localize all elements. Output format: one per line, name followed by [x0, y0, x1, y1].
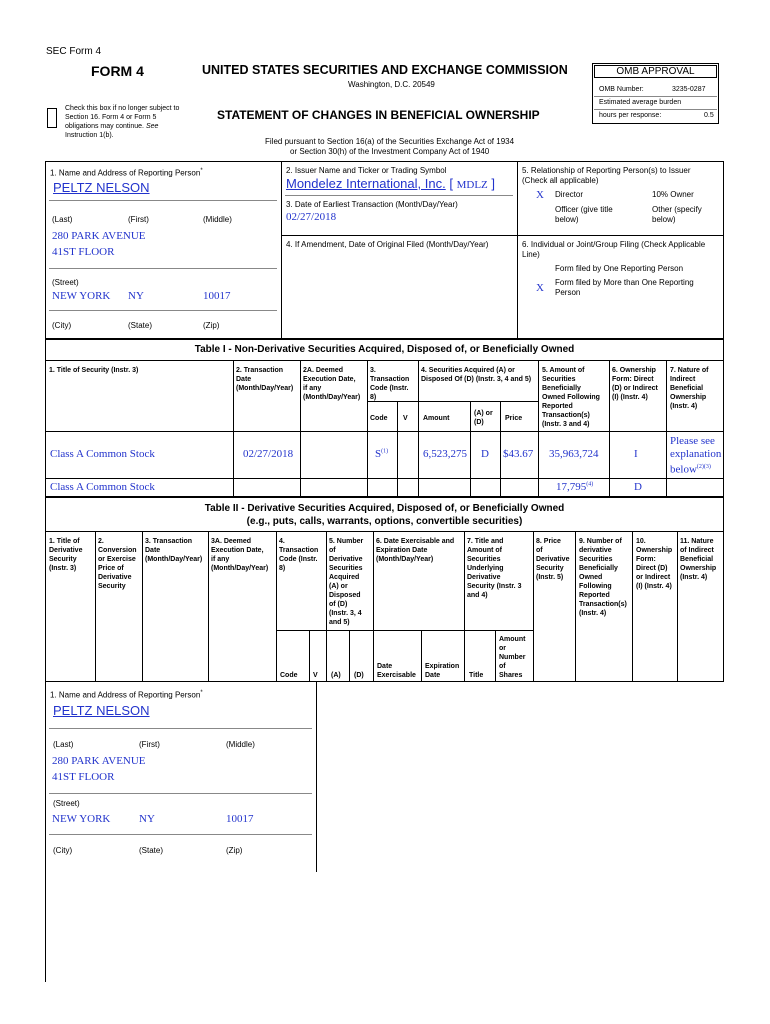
zip-value: 10017	[203, 290, 231, 302]
header-line: Owned Following	[542, 394, 600, 401]
t1-r1-form: I	[634, 448, 638, 460]
header-line: Beneficially	[579, 565, 618, 572]
middle-label: (Middle)	[203, 215, 232, 224]
header-line: (A) or	[329, 583, 348, 590]
header-line: Security	[98, 583, 126, 590]
header-line: Indirect	[670, 376, 696, 383]
header-line: 4. Securities Acquired (A) or	[421, 367, 515, 374]
issuer-row: Mondelez International, Inc. [ MDLZ ]	[286, 176, 496, 191]
street-line-1: 280 PARK AVENUE	[52, 230, 146, 242]
header-line: (A) or	[474, 410, 493, 417]
header-line: 3A. Deemed	[211, 538, 252, 545]
header-line: and 4)	[467, 592, 488, 599]
header-line: Beneficial	[680, 556, 714, 563]
b-street-line-1: 280 PARK AVENUE	[52, 755, 146, 767]
header-line: if any	[303, 385, 322, 392]
state-value: NY	[128, 290, 144, 302]
city-label: (City)	[52, 321, 72, 330]
t1-r2-title: Class A Common Stock	[50, 481, 155, 493]
director-label: Director	[555, 190, 584, 199]
filed-pursuant-line-1: Filed pursuant to Section 16(a) of the Securities Exchange Act of 1934	[265, 137, 515, 146]
t2-col2-header	[98, 537, 137, 591]
omb-hours-label: hours per response:	[599, 112, 662, 119]
b-street-line-2: 41ST FLOOR	[52, 771, 115, 783]
b-state-label: (State)	[139, 846, 164, 855]
t1-r1-ad: D	[481, 448, 489, 460]
t2-col11-header	[680, 537, 716, 582]
header-line: (Month/Day/Year)	[303, 394, 361, 401]
header-line: (Month/Day/Year)	[376, 556, 434, 563]
header-line: Number	[499, 654, 526, 661]
header-line: Underlying	[467, 565, 504, 572]
header-line: Derivative	[49, 547, 83, 554]
header-line: of	[329, 547, 336, 554]
t2-sub-d: (D)	[354, 672, 364, 679]
header-line: Expiration	[425, 663, 460, 670]
header-line: Acquired	[329, 574, 360, 581]
header-line: Price of	[98, 565, 124, 572]
t1-r2-owned: 17,795$^{(4)}$	[556, 481, 594, 493]
box5-label: 5. Relationship of Reporting Person(s) to Issuer (Check all applicable)	[522, 166, 691, 185]
header-line: (D)	[474, 419, 484, 426]
header-line: 5. Number	[329, 538, 364, 545]
t1-r1-title: Class A Common Stock	[50, 448, 155, 460]
header-line: of (D)	[329, 601, 348, 608]
more-than-one-label: Form filed by More than One Reporting Person	[555, 278, 694, 297]
table-1-title: Table I - Non-Derivative Securities Acquired, Disposed of, or Beneficially Owned	[194, 344, 575, 355]
header-line: 2. Transaction	[236, 367, 284, 374]
box1-label: 1. Name and Address of Reporting Person*	[50, 168, 203, 178]
t1-col5-header	[542, 366, 600, 429]
header-line: Following	[579, 583, 612, 590]
box4-label: 4. If Amendment, Date of Original Filed (Month/Day/Year)	[286, 240, 489, 249]
reporting-person-2-name-link[interactable]: PELTZ NELSON	[53, 703, 150, 718]
header-line: Ownership	[670, 394, 707, 401]
header-line: or Exercise	[98, 556, 136, 563]
t1-sub-price: Price	[505, 415, 523, 422]
header-line: Date	[377, 663, 393, 670]
director-mark: X	[536, 189, 544, 201]
t1-sub-ad	[474, 409, 493, 427]
t2-sub-a: (A)	[331, 672, 341, 679]
header-line: Transaction	[279, 547, 319, 554]
city-value: NEW YORK	[52, 290, 111, 302]
b-street-label: (Street)	[53, 799, 80, 808]
header-line: 3.	[370, 367, 376, 374]
commission-location: Washington, D.C. 20549	[348, 80, 435, 89]
b-zip-label: (Zip)	[226, 846, 243, 855]
header-line: of	[536, 547, 543, 554]
header-line: derivative	[579, 547, 612, 554]
statement-title: STATEMENT OF CHANGES IN BENEFICIAL OWNERSHIP	[217, 108, 540, 122]
header-line: 8)	[370, 394, 377, 401]
form-title: FORM 4	[91, 63, 144, 79]
header-line: Beneficial	[670, 385, 704, 392]
street-label: (Street)	[52, 278, 79, 287]
t1-r1-nature: Please see explanation below$^{(2)(3)}$	[670, 435, 722, 476]
header-line: of	[499, 663, 506, 670]
header-line: (Month/Day/Year)	[145, 556, 203, 563]
t1-col2-header	[236, 366, 293, 393]
t2-col4-header	[279, 537, 318, 573]
t1-col3-header	[370, 366, 409, 402]
issuer-name-link[interactable]: Mondelez International, Inc.	[286, 176, 446, 191]
header-line: 2.	[98, 538, 104, 545]
box6-label: 6. Individual or Joint/Group Filing (Check Applicable Line)	[522, 240, 706, 259]
header-line: (Instr. 5)	[536, 574, 564, 581]
header-line: Security	[536, 565, 564, 572]
header-line: Date	[145, 547, 161, 554]
officer-label: Officer (give title below)	[555, 205, 613, 224]
header-line: 5. Amount of	[542, 367, 585, 374]
t1-r1-amount: 6,523,275	[423, 448, 467, 460]
t1-sub-code: Code	[370, 415, 388, 422]
header-line: Security (Instr. 3	[467, 583, 522, 590]
commission-title: UNITED STATES SECURITIES AND EXCHANGE COMMISSION	[202, 63, 568, 77]
table-2-title: Table II - Derivative Securities Acquired, Disposed of, or Beneficially Owned (e.g., puts, calls, warrants, options, convertible securities)	[204, 503, 565, 527]
header-line: Transaction(s)	[579, 601, 627, 608]
t2-col8-header	[536, 537, 569, 582]
b-state-value: NY	[139, 813, 155, 825]
header-line: Direct (D)	[636, 565, 668, 572]
t2-sub-expiration	[425, 662, 459, 680]
header-line: Security	[49, 556, 77, 563]
t2-sub-amount-shares	[499, 635, 525, 680]
header-line: Derivative	[329, 556, 363, 563]
t2-col7-header	[467, 537, 521, 600]
one-reporting-person-label: Form filed by One Reporting Person	[555, 264, 684, 273]
b-first-label: (First)	[139, 740, 160, 749]
t1-col4-header	[421, 366, 531, 384]
header-line: Beneficially	[542, 385, 581, 392]
t1-r1-price: $43.67	[503, 448, 534, 460]
omb-title: OMB APPROVAL	[616, 66, 695, 77]
header-line: Securities	[579, 556, 613, 563]
checkbox-instructions: Check this box if no longer subject to Section 16. Form 4 or Form 5 obligations may continue. See Instruction 1(b).	[65, 105, 180, 139]
header-line: 1. Title of	[49, 538, 80, 545]
header-line: (D) or Indirect	[612, 385, 658, 392]
b-city-value: NEW YORK	[52, 813, 111, 825]
header-line: Ownership	[636, 547, 673, 554]
header-line: 6. Date Exercisable and	[376, 538, 455, 545]
header-line: 10.	[636, 538, 646, 545]
sec-form-label: SEC Form 4	[46, 46, 102, 57]
box1b-label: 1. Name and Address of Reporting Person*	[50, 690, 203, 700]
header-line: Disposed Of (D) (Instr. 3, 4 and 5)	[421, 376, 532, 383]
t2-col9-header	[579, 537, 627, 618]
t2-sub-date-exercisable	[377, 662, 416, 680]
t1-r1-date: 02/27/2018	[243, 448, 294, 460]
header-line: Derivative	[467, 574, 501, 581]
header-line: Execution Date,	[211, 547, 264, 554]
header-line: and 5)	[329, 619, 350, 626]
header-line: Code (Instr.	[370, 385, 409, 392]
header-line: (Instr. 3)	[49, 565, 77, 572]
no-longer-subject-checkbox[interactable]	[47, 108, 57, 128]
box3-label: 3. Date of Earliest Transaction (Month/Day/Year)	[286, 200, 458, 209]
header-line: 8. Price	[536, 538, 561, 545]
header-line: (Instr. 4)	[680, 574, 708, 581]
filed-pursuant-line-2: or Section 30(h) of the Investment Company Act of 1940	[290, 147, 490, 156]
header-line: Conversion	[98, 547, 137, 554]
header-line: if any	[211, 556, 230, 563]
t2-sub-v: V	[313, 672, 318, 679]
more-than-one-mark: X	[536, 282, 544, 294]
header-line: Securities	[329, 565, 363, 572]
omb-number-label: OMB Number:	[599, 86, 644, 93]
box2-label: 2. Issuer Name and Ticker or Trading Symbol	[286, 166, 447, 175]
header-line: Code (Instr.	[279, 556, 318, 563]
last-label: (Last)	[52, 215, 73, 224]
header-line: Expiration Date	[376, 547, 428, 554]
header-line: Form:	[636, 556, 656, 563]
t2-col6-header	[376, 537, 454, 564]
header-line: 7. Title and	[467, 538, 504, 545]
header-line: Transaction	[370, 376, 410, 383]
header-line: Date	[425, 672, 441, 679]
header-line: or	[499, 645, 506, 652]
header-line: Amount	[499, 636, 526, 643]
header-line: (Instr. 4)	[670, 403, 698, 410]
street-line-2: 41ST FLOOR	[52, 246, 115, 258]
header-line: Owned	[579, 574, 603, 581]
header-line: 8)	[279, 565, 286, 572]
header-line: Reported	[579, 592, 610, 599]
b-middle-label: (Middle)	[226, 740, 255, 749]
header-line: 2A. Deemed	[303, 367, 344, 374]
state-label: (State)	[128, 321, 153, 330]
reporting-person-name-link[interactable]: PELTZ NELSON	[53, 180, 150, 195]
header-line: Execution Date,	[303, 376, 356, 383]
header-line: Amount of	[467, 547, 502, 554]
header-line: Derivative	[98, 574, 132, 581]
t2-col5-header	[329, 537, 363, 627]
t1-col1-header: 1. Title of Security (Instr. 3)	[49, 367, 139, 374]
t2-col3-header	[145, 537, 202, 564]
header-line: (Instr. 4)	[579, 610, 607, 617]
earliest-transaction-date: 02/27/2018	[286, 211, 337, 223]
t2-col3a-header	[211, 537, 268, 573]
header-line: (I) (Instr. 4)	[636, 583, 672, 590]
header-line: of Indirect	[680, 547, 714, 554]
t1-r2-form: D	[634, 481, 642, 493]
header-line: 6. Ownership	[612, 367, 656, 374]
header-line: Transaction(s)	[542, 412, 590, 419]
b-city-label: (City)	[53, 846, 73, 855]
b-last-label: (Last)	[53, 740, 74, 749]
header-line: 11. Nature	[680, 538, 714, 545]
t1-col7-header	[670, 366, 709, 411]
t2-col10-header	[636, 537, 672, 591]
ten-percent-owner-label: 10% Owner	[652, 190, 694, 199]
header-line: (I) (Instr. 4)	[612, 394, 648, 401]
t1-sub-amount: Amount	[423, 415, 450, 422]
header-line: 7. Nature of	[670, 367, 709, 374]
ticker-symbol: MDLZ	[456, 179, 488, 191]
t2-col1-header	[49, 537, 82, 573]
header-line: Derivative	[536, 556, 570, 563]
zip-label: (Zip)	[203, 321, 220, 330]
omb-number: 3235-0287	[672, 86, 706, 93]
other-label: Other (specify below)	[652, 205, 702, 224]
header-line: Reported	[542, 403, 573, 410]
t1-sub-v: V	[403, 415, 408, 422]
t1-col2a-header	[303, 366, 360, 402]
header-line: 9. Number of	[579, 538, 622, 545]
header-line: Ownership	[680, 565, 717, 572]
header-line: (Instr. 3, 4	[329, 610, 362, 617]
header-line: Exercisable	[377, 672, 416, 679]
t1-col6-header	[612, 366, 658, 402]
header-line: Disposed	[329, 592, 361, 599]
t1-r1-owned: 35,963,724	[549, 448, 599, 460]
t1-r1-code: $S^{(1)}$	[375, 448, 389, 460]
omb-hours: 0.5	[704, 112, 714, 119]
omb-burden-label: Estimated average burden	[599, 99, 682, 106]
header-line: Securities	[467, 556, 501, 563]
header-line: 4.	[279, 538, 285, 545]
header-line: (Instr. 3 and 4)	[542, 421, 590, 428]
header-line: Form: Direct	[612, 376, 654, 383]
t2-sub-title: Title	[469, 672, 484, 679]
first-label: (First)	[128, 215, 149, 224]
header-line: 3. Transaction	[145, 538, 193, 545]
t2-sub-code: Code	[280, 672, 298, 679]
header-line: (Month/Day/Year)	[211, 565, 269, 572]
header-line: or Indirect	[636, 574, 671, 581]
header-line: Shares	[499, 672, 523, 679]
header-line: Date	[236, 376, 252, 383]
header-line: (Month/Day/Year)	[236, 385, 294, 392]
b-zip-value: 10017	[226, 813, 254, 825]
header-line: Securities	[542, 376, 576, 383]
